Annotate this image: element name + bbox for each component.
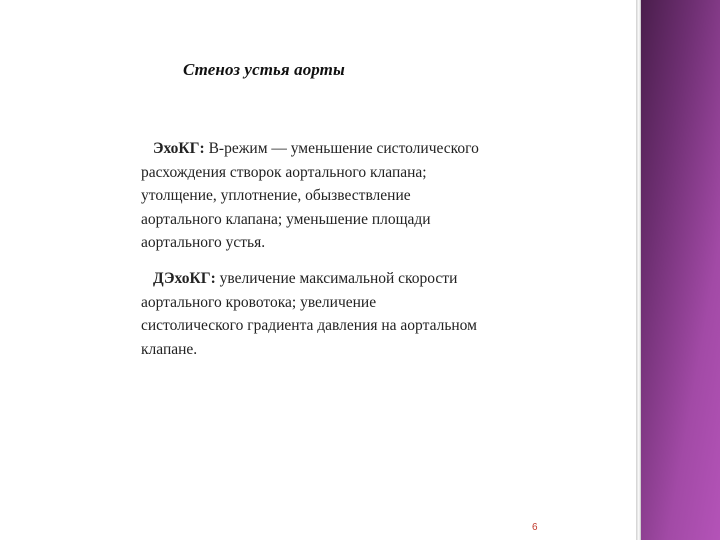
doppler-line-3: систолического градиента давления на аортальном	[141, 317, 477, 334]
decorative-side-panel	[641, 0, 720, 540]
doppler-line-2: аортального кровотока; увеличение	[141, 293, 377, 311]
echo-line-2: расхождения створок аортального клапана;	[141, 163, 427, 181]
echo-lead: ЭхоКГ:	[153, 140, 205, 157]
echo-line-4: аортального клапана; уменьшение площади	[141, 210, 431, 228]
echo-text-1: В-режим — уменьшение систолического	[204, 140, 479, 157]
doppler-text-1: увеличение максимальной скорости	[215, 270, 458, 287]
slide-title: Стеноз устья аорты	[183, 60, 345, 79]
page-number: 6	[532, 522, 538, 533]
echo-line-5: аортального устья.	[141, 234, 266, 251]
echo-paragraph	[141, 137, 561, 255]
doppler-lead: ДЭхоКГ:	[153, 270, 216, 287]
doppler-paragraph	[141, 267, 561, 361]
echo-line-3: утолщение, уплотнение, обызвествление	[141, 187, 411, 204]
doppler-line-1	[141, 267, 561, 291]
echo-line-1	[141, 137, 561, 161]
doppler-line-4: клапане.	[141, 340, 198, 358]
